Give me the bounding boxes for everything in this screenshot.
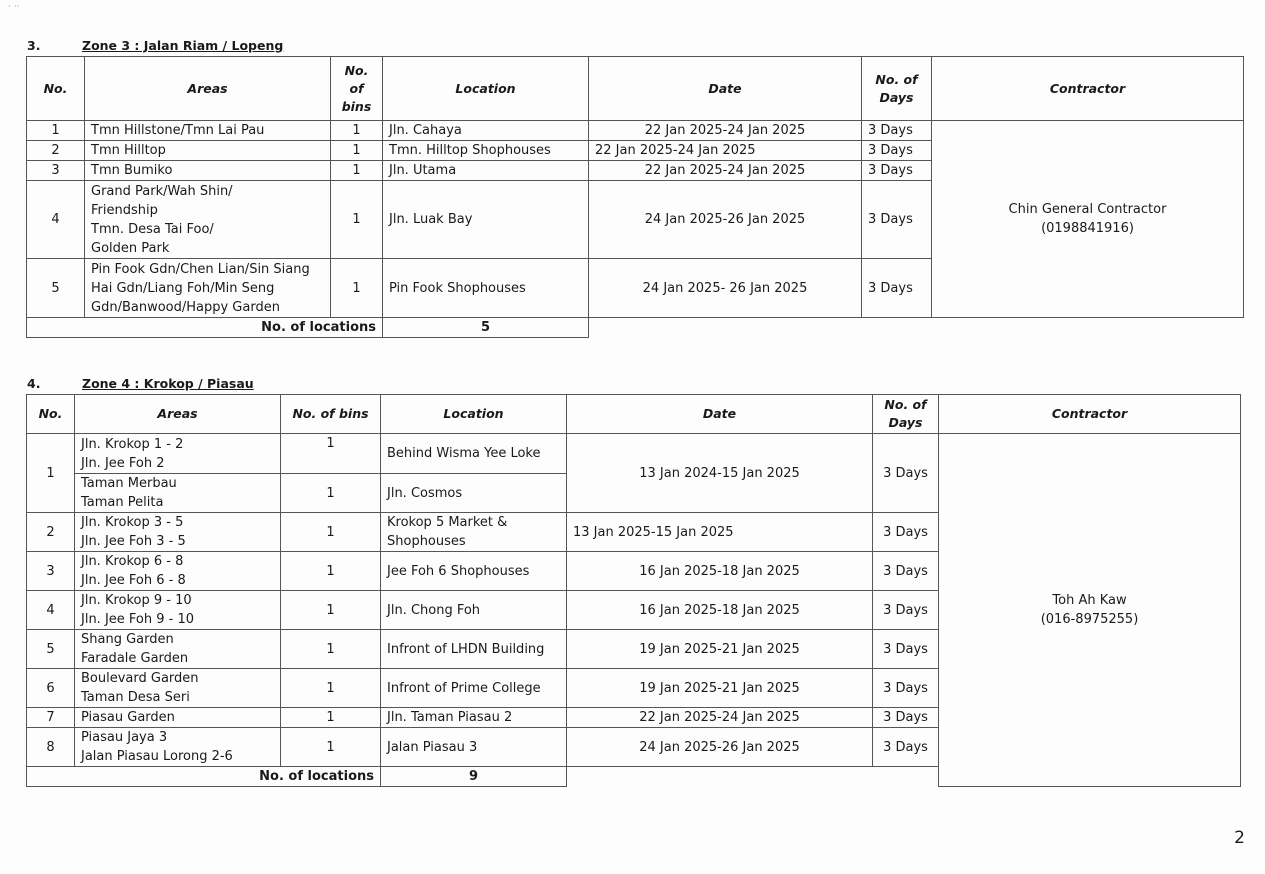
row-bins: 1	[281, 434, 381, 474]
row-areas	[75, 669, 281, 708]
row-areas	[75, 630, 281, 669]
area-line: Jln. Jee Foh 2	[81, 455, 165, 471]
zone4-header-row	[27, 395, 1241, 434]
area-line: Boulevard Garden	[81, 671, 199, 686]
area-line: Taman Merbau	[81, 476, 177, 491]
summary-label: No. of locations	[27, 767, 381, 787]
summary-value: 9	[381, 767, 567, 787]
row-date: 13 Jan 2024-15 Jan 2025	[567, 434, 873, 513]
area-line: Gdn/Banwood/Happy Garden	[91, 299, 280, 315]
contractor-phone: (016-8975255)	[1040, 612, 1139, 627]
zone4-col-contractor: Contractor	[939, 395, 1241, 434]
row-no: 1	[27, 121, 85, 141]
zone3-col-date: Date	[589, 57, 862, 121]
zone3-summary-row	[27, 318, 1244, 338]
row-bins: 1	[331, 121, 383, 141]
zone3-table	[26, 56, 1244, 338]
contractor-name: Chin General Contractor	[1008, 202, 1167, 217]
row-location: Pin Fook Shophouses	[383, 259, 589, 318]
summary-value: 5	[383, 318, 589, 338]
location-line: Jln. Cosmos	[387, 485, 463, 501]
area-line: Jln. Jee Foh 6 - 8	[81, 573, 186, 588]
row-areas	[85, 141, 331, 161]
zone3-contractor-cell	[932, 121, 1244, 318]
row-no: 4	[27, 181, 85, 259]
table-row	[27, 121, 1244, 141]
area-line: Hai Gdn/Liang Foh/Min Seng	[91, 280, 275, 296]
row-bins: 1	[331, 259, 383, 318]
zone4-heading	[27, 376, 254, 391]
row-no: 4	[27, 591, 75, 630]
row-days: 3 Days	[862, 121, 932, 141]
row-date: 13 Jan 2025-15 Jan 2025	[567, 513, 873, 552]
row-days: 3 Days	[873, 591, 939, 630]
row-location: Jln. Cahaya	[383, 121, 589, 141]
zone4-heading-number: 4.	[27, 376, 41, 391]
scan-marks: · ··	[8, 2, 20, 12]
row-date: 19 Jan 2025-21 Jan 2025	[567, 669, 873, 708]
row-days: 3 Days	[873, 630, 939, 669]
row-date: 19 Jan 2025-21 Jan 2025	[567, 630, 873, 669]
area-line: Jln. Krokop 1 - 2	[81, 436, 184, 452]
area-line: Jln. Krokop 3 - 5	[81, 515, 184, 530]
row-days: 3 Days	[873, 669, 939, 708]
zone4-col-date: Date	[567, 395, 873, 434]
row-location: Jln. Utama	[383, 161, 589, 181]
row-date: 22 Jan 2025-24 Jan 2025	[589, 141, 862, 161]
zone3-col-no: No.	[27, 57, 85, 121]
summary-label: No. of locations	[27, 318, 383, 338]
area-line: Jln. Jee Foh 3 - 5	[81, 534, 186, 549]
row-days: 3 Days	[862, 259, 932, 318]
area-line: Tmn Bumiko	[91, 163, 173, 178]
zone3-heading-number: 3.	[27, 38, 41, 53]
row-areas	[85, 181, 331, 259]
zone3-col-bins-line: of	[349, 80, 364, 96]
row-no: 5	[27, 630, 75, 669]
row-areas	[85, 161, 331, 181]
row-location	[381, 434, 567, 474]
zone3-col-bins	[331, 57, 383, 121]
row-areas	[75, 728, 281, 767]
area-line: Tmn Hilltop	[91, 143, 166, 158]
zone4-contractor-cell	[939, 434, 1241, 787]
row-bins: 1	[281, 708, 381, 728]
row-no: 8	[27, 728, 75, 767]
area-line: Pin Fook Gdn/Chen Lian/Sin Siang	[91, 261, 310, 277]
zone3-col-days	[862, 57, 932, 121]
row-areas	[85, 121, 331, 141]
zone4-col-days-line: No. of	[884, 397, 927, 412]
zone3-col-days-line: No. of	[875, 71, 918, 87]
zone4-col-days	[873, 395, 939, 434]
row-areas	[85, 259, 331, 318]
row-location	[381, 552, 567, 591]
zone4-col-days-line: Days	[888, 415, 923, 430]
zone3-col-areas: Areas	[85, 57, 331, 121]
location-line: Jln. Taman Piasau 2	[387, 710, 513, 725]
zone4-col-location: Location	[381, 395, 567, 434]
area-line: Shang Garden	[81, 632, 174, 647]
zone4-table	[26, 394, 1241, 787]
row-date: 22 Jan 2025-24 Jan 2025	[567, 708, 873, 728]
location-line: Infront of LHDN Building	[387, 641, 545, 657]
area-line: Piasau Jaya 3	[81, 730, 168, 745]
row-bins: 1	[281, 728, 381, 767]
row-days: 3 Days	[873, 513, 939, 552]
location-line: Jalan Piasau 3	[387, 739, 478, 755]
table-row	[27, 434, 1241, 474]
area-line: Jln. Krokop 9 - 10	[81, 593, 192, 608]
row-date: 22 Jan 2025-24 Jan 2025	[589, 121, 862, 141]
location-line: Jee Foh 6 Shophouses	[387, 563, 530, 579]
row-location: Tmn. Hilltop Shophouses	[383, 141, 589, 161]
location-line: Infront of Prime College	[387, 680, 541, 696]
location-line: Jln. Chong Foh	[387, 602, 481, 618]
zone4-col-no: No.	[27, 395, 75, 434]
zone3-col-days-line: Days	[879, 89, 914, 105]
row-no: 1	[27, 434, 75, 513]
row-date: 22 Jan 2025-24 Jan 2025	[589, 161, 862, 181]
contractor-phone: (0198841916)	[1041, 221, 1134, 236]
area-line: Taman Desa Seri	[81, 690, 190, 705]
row-areas	[75, 474, 281, 513]
row-bins: 1	[331, 161, 383, 181]
row-date: 24 Jan 2025-26 Jan 2025	[567, 728, 873, 767]
location-line: Krokop 5 Market &	[387, 515, 508, 530]
row-areas	[75, 708, 281, 728]
area-line: Tmn Hillstone/Tmn Lai Pau	[91, 123, 265, 138]
area-line: Jln. Jee Foh 9 - 10	[81, 612, 195, 627]
location-line: Behind Wisma Yee Loke	[387, 446, 541, 461]
row-date: 16 Jan 2025-18 Jan 2025	[567, 552, 873, 591]
zone3-header-row	[27, 57, 1244, 121]
row-location	[381, 630, 567, 669]
zone3-col-bins-line: No.	[344, 62, 369, 78]
row-days: 3 Days	[862, 181, 932, 259]
area-line: Friendship	[91, 202, 158, 218]
zone4-col-areas: Areas	[75, 395, 281, 434]
row-date: 24 Jan 2025- 26 Jan 2025	[589, 259, 862, 318]
row-bins: 1	[281, 630, 381, 669]
zone3-col-contractor: Contractor	[932, 57, 1244, 121]
area-line: Piasau Garden	[81, 710, 175, 725]
row-no: 6	[27, 669, 75, 708]
row-location	[381, 474, 567, 513]
row-days: 3 Days	[862, 141, 932, 161]
row-date: 24 Jan 2025-26 Jan 2025	[589, 181, 862, 259]
row-bins: 1	[281, 552, 381, 591]
row-bins: 1	[331, 141, 383, 161]
area-line: Grand Park/Wah Shin/	[91, 183, 233, 199]
row-areas	[75, 513, 281, 552]
row-bins: 1	[281, 513, 381, 552]
row-areas	[75, 591, 281, 630]
row-bins: 1	[281, 474, 381, 513]
row-days: 3 Days	[873, 552, 939, 591]
area-line: Faradale Garden	[81, 651, 189, 666]
area-line: Tmn. Desa Tai Foo/	[91, 221, 214, 237]
row-no: 3	[27, 552, 75, 591]
row-location	[381, 591, 567, 630]
row-no: 5	[27, 259, 85, 318]
location-line: Shophouses	[387, 534, 466, 549]
row-location	[381, 513, 567, 552]
zone4-heading-title: Zone 4 : Krokop / Piasau	[82, 376, 254, 391]
page-number: 2	[1234, 828, 1245, 848]
row-areas	[75, 434, 281, 474]
area-line: Jln. Krokop 6 - 8	[81, 554, 184, 569]
row-no: 2	[27, 513, 75, 552]
row-location	[381, 728, 567, 767]
row-areas	[75, 552, 281, 591]
row-bins: 1	[281, 669, 381, 708]
row-days: 3 Days	[873, 434, 939, 513]
row-days: 3 Days	[862, 161, 932, 181]
row-bins: 1	[281, 591, 381, 630]
row-location: Jln. Luak Bay	[383, 181, 589, 259]
zone4-summary-row	[27, 767, 1241, 787]
row-no: 7	[27, 708, 75, 728]
row-days: 3 Days	[873, 708, 939, 728]
zone4-col-bins: No. of bins	[281, 395, 381, 434]
row-no: 2	[27, 141, 85, 161]
row-location	[381, 669, 567, 708]
row-days: 3 Days	[873, 728, 939, 767]
row-no: 3	[27, 161, 85, 181]
row-date: 16 Jan 2025-18 Jan 2025	[567, 591, 873, 630]
zone3-heading	[27, 38, 283, 53]
row-bins: 1	[331, 181, 383, 259]
area-line: Taman Pelita	[81, 495, 164, 510]
zone3-col-location: Location	[383, 57, 589, 121]
zone3-col-bins-line: bins	[341, 98, 372, 114]
row-location	[381, 708, 567, 728]
area-line: Golden Park	[91, 240, 170, 256]
contractor-name: Toh Ah Kaw	[1052, 593, 1127, 608]
zone3-heading-title: Zone 3 : Jalan Riam / Lopeng	[82, 38, 284, 53]
area-line: Jalan Piasau Lorong 2-6	[81, 749, 233, 764]
